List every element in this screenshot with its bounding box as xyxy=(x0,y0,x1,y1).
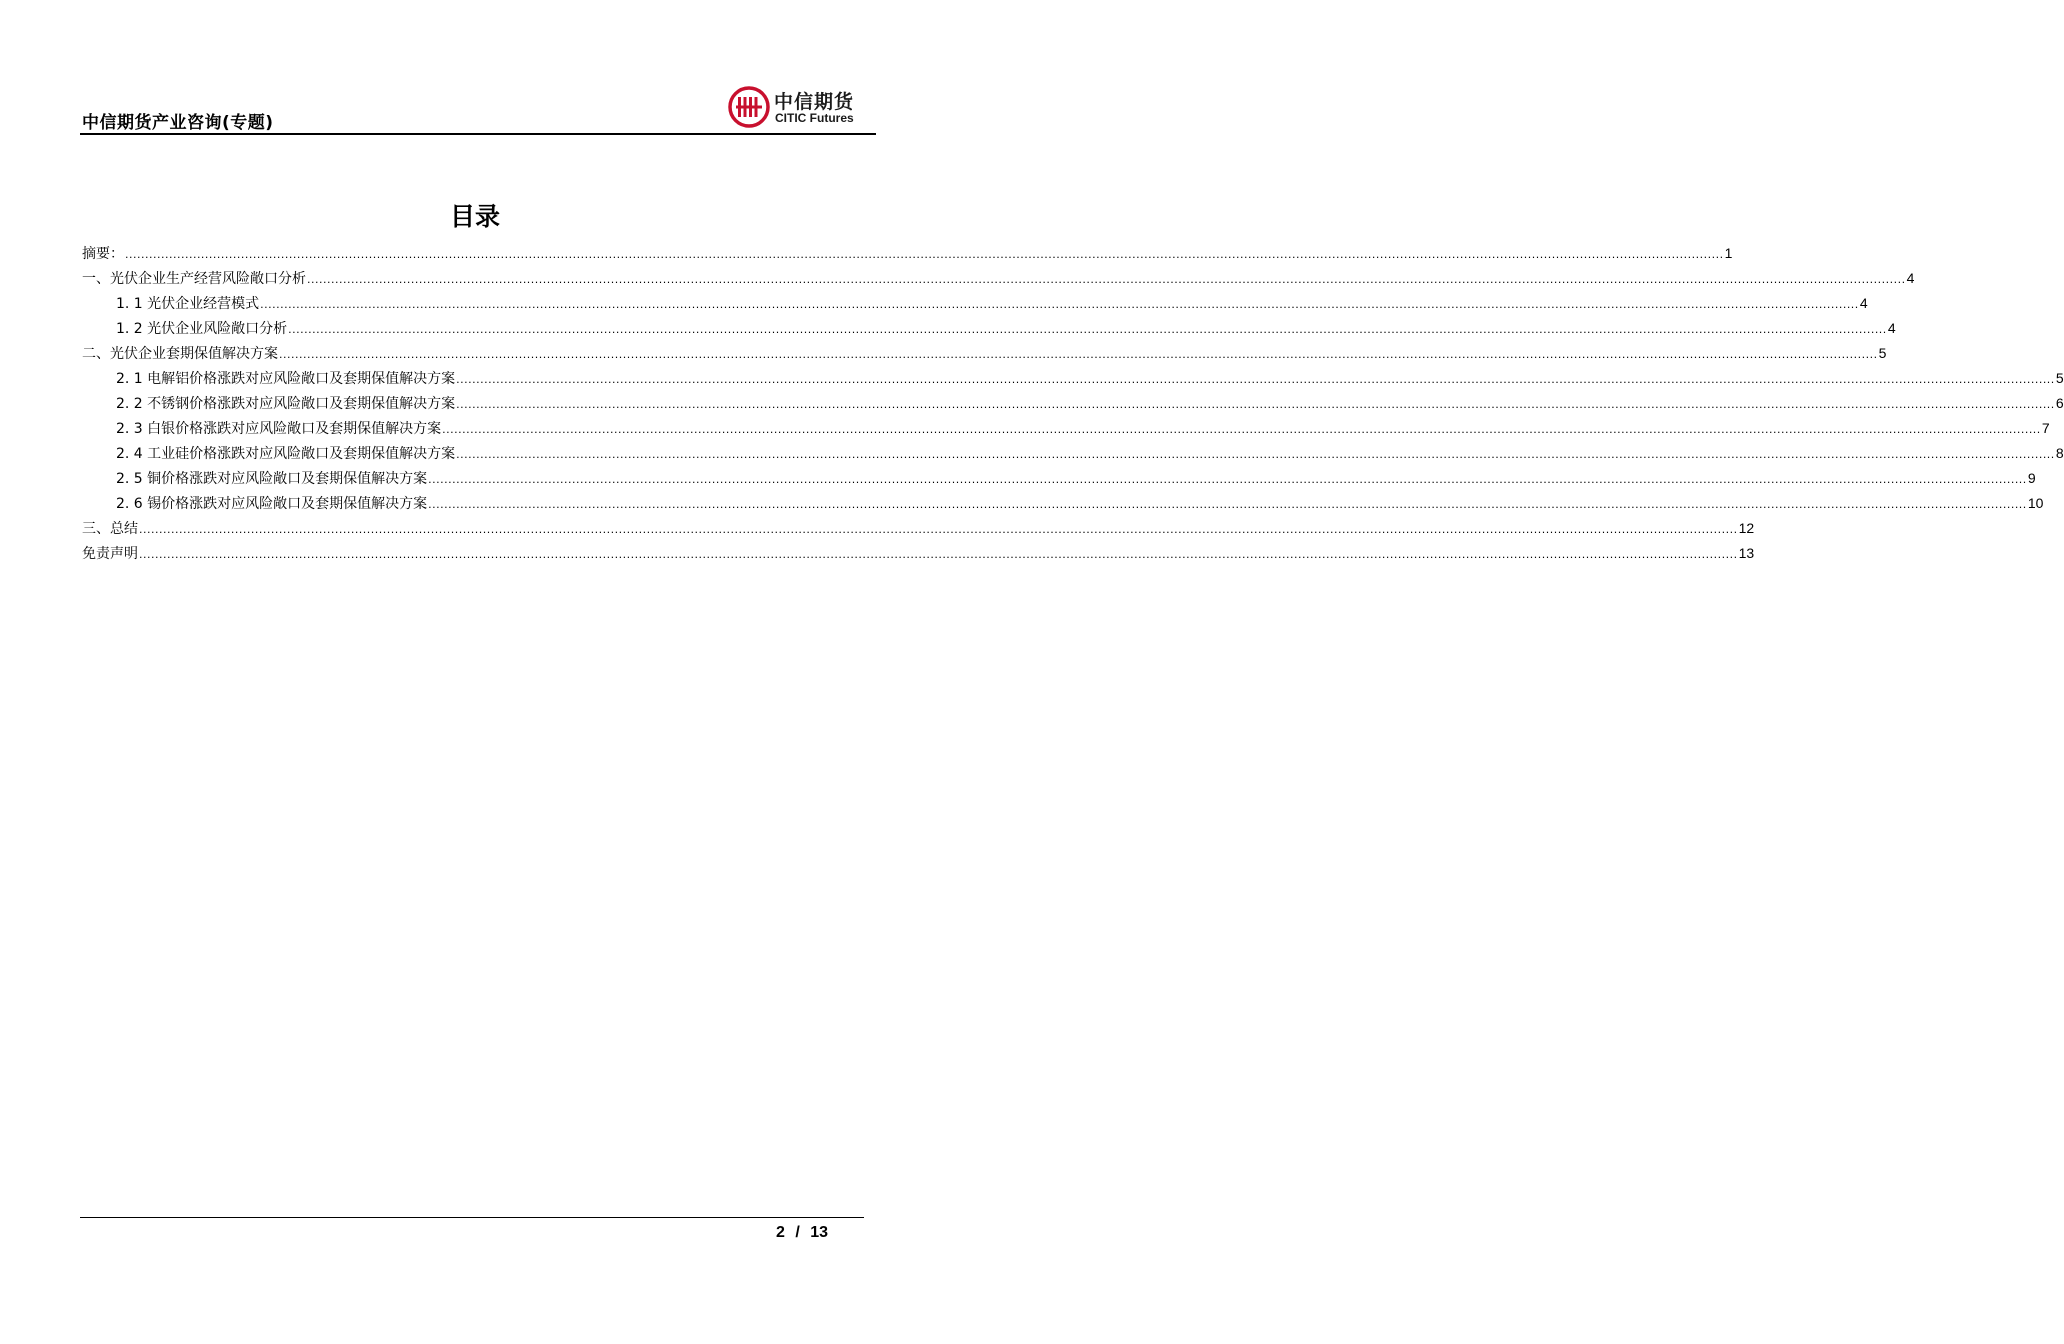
toc-dot-leader: ................................................................................................................................................................................................................................................................................................................................................................................................................ xyxy=(456,373,2055,386)
toc-entry-page: 7 xyxy=(2041,420,2050,436)
toc-entry-label: 二、光伏企业套期保值解决方案 xyxy=(82,346,278,362)
toc-dot-leader: ................................................................................................................................................................................................................................................................................................................................................................................................................ xyxy=(428,498,2027,511)
toc-entry-page: 6 xyxy=(2055,395,2064,411)
toc-entry-label: 2. 5 铜价格涨跌对应风险敞口及套期保值解决方案 xyxy=(116,471,428,487)
toc-entry-page: 13 xyxy=(1738,545,1755,561)
toc-entry-label: 三、总结 xyxy=(82,521,138,537)
toc-dot-leader: ................................................................................................................................................................................................................................................................................................................................................................................................................ xyxy=(307,273,1906,286)
toc-dot-leader: ................................................................................................................................................................................................................................................................................................................................................................................................................ xyxy=(428,473,2027,486)
toc-entry-page: 4 xyxy=(1859,295,1868,311)
toc-dot-leader: ................................................................................................................................................................................................................................................................................................................................................................................................................ xyxy=(279,348,1878,361)
toc-entry-page: 9 xyxy=(2027,470,2036,486)
toc-entry[interactable] xyxy=(82,441,2064,466)
toc-entry[interactable] xyxy=(82,416,2050,441)
toc-dot-leader: ................................................................................................................................................................................................................................................................................................................................................................................................................ xyxy=(288,323,1887,336)
toc-entry-label: 摘要： xyxy=(82,246,124,262)
toc-entry[interactable] xyxy=(82,316,1896,341)
toc-title: 目录 xyxy=(449,202,500,231)
toc-entry[interactable] xyxy=(82,391,2064,416)
toc-entry[interactable] xyxy=(82,266,1915,291)
toc-entry-label: 1. 1 光伏企业经营模式 xyxy=(116,296,260,312)
toc-dot-leader: ................................................................................................................................................................................................................................................................................................................................................................................................................ xyxy=(260,298,1859,311)
toc-entry[interactable] xyxy=(82,491,2044,516)
toc-dot-leader: ................................................................................................................................................................................................................................................................................................................................................................................................................ xyxy=(442,423,2041,436)
toc-entry[interactable] xyxy=(82,366,2064,391)
toc-entry[interactable] xyxy=(82,466,2036,491)
toc-entry-page: 4 xyxy=(1906,270,1915,286)
toc-entry[interactable] xyxy=(82,541,1755,566)
table-of-contents xyxy=(82,241,2064,566)
toc-entry-page: 10 xyxy=(2027,495,2044,511)
toc-entry-label: 免责声明 xyxy=(82,546,138,562)
toc-entry-page: 12 xyxy=(1738,520,1755,536)
toc-entry-label: 一、光伏企业生产经营风险敞口分析 xyxy=(82,271,306,287)
report-series-title: 中信期货产业咨询(专题) xyxy=(82,113,274,133)
logo-english-name: CITIC Futures xyxy=(775,111,854,125)
logo-chinese-name: 中信期货 xyxy=(774,91,855,113)
toc-entry-label: 2. 1 电解铝价格涨跌对应风险敞口及套期保值解决方案 xyxy=(116,371,456,387)
toc-dot-leader: ................................................................................................................................................................................................................................................................................................................................................................................................................ xyxy=(139,548,1738,561)
toc-dot-leader: ................................................................................................................................................................................................................................................................................................................................................................................................................ xyxy=(456,398,2055,411)
citic-futures-logo xyxy=(728,84,868,130)
toc-entry-page: 5 xyxy=(2055,370,2064,386)
toc-entry[interactable] xyxy=(82,516,1755,541)
toc-entry-page: 5 xyxy=(1878,345,1887,361)
toc-entry-label: 2. 6 锡价格涨跌对应风险敞口及套期保值解决方案 xyxy=(116,496,428,512)
toc-entry[interactable] xyxy=(82,341,1887,366)
toc-entry[interactable] xyxy=(82,291,1868,316)
toc-entry-label: 1. 2 光伏企业风险敞口分析 xyxy=(116,321,288,337)
footer-divider xyxy=(80,1217,864,1218)
toc-entry-page: 4 xyxy=(1887,320,1896,336)
toc-dot-leader: ................................................................................................................................................................................................................................................................................................................................................................................................................ xyxy=(125,248,1724,261)
toc-entry[interactable] xyxy=(82,241,1733,266)
header-divider xyxy=(80,133,876,135)
toc-dot-leader: ................................................................................................................................................................................................................................................................................................................................................................................................................ xyxy=(456,448,2055,461)
toc-entry-label: 2. 4 工业硅价格涨跌对应风险敞口及套期保值解决方案 xyxy=(116,446,456,462)
toc-entry-page: 1 xyxy=(1724,245,1733,261)
toc-entry-page: 8 xyxy=(2055,445,2064,461)
citic-logo-mark-icon xyxy=(728,86,770,128)
page-number: 2 / 13 xyxy=(776,1224,829,1241)
toc-dot-leader: ................................................................................................................................................................................................................................................................................................................................................................................................................ xyxy=(139,523,1738,536)
toc-entry-label: 2. 3 白银价格涨跌对应风险敞口及套期保值解决方案 xyxy=(116,421,442,437)
toc-entry-label: 2. 2 不锈钢价格涨跌对应风险敞口及套期保值解决方案 xyxy=(116,396,456,412)
